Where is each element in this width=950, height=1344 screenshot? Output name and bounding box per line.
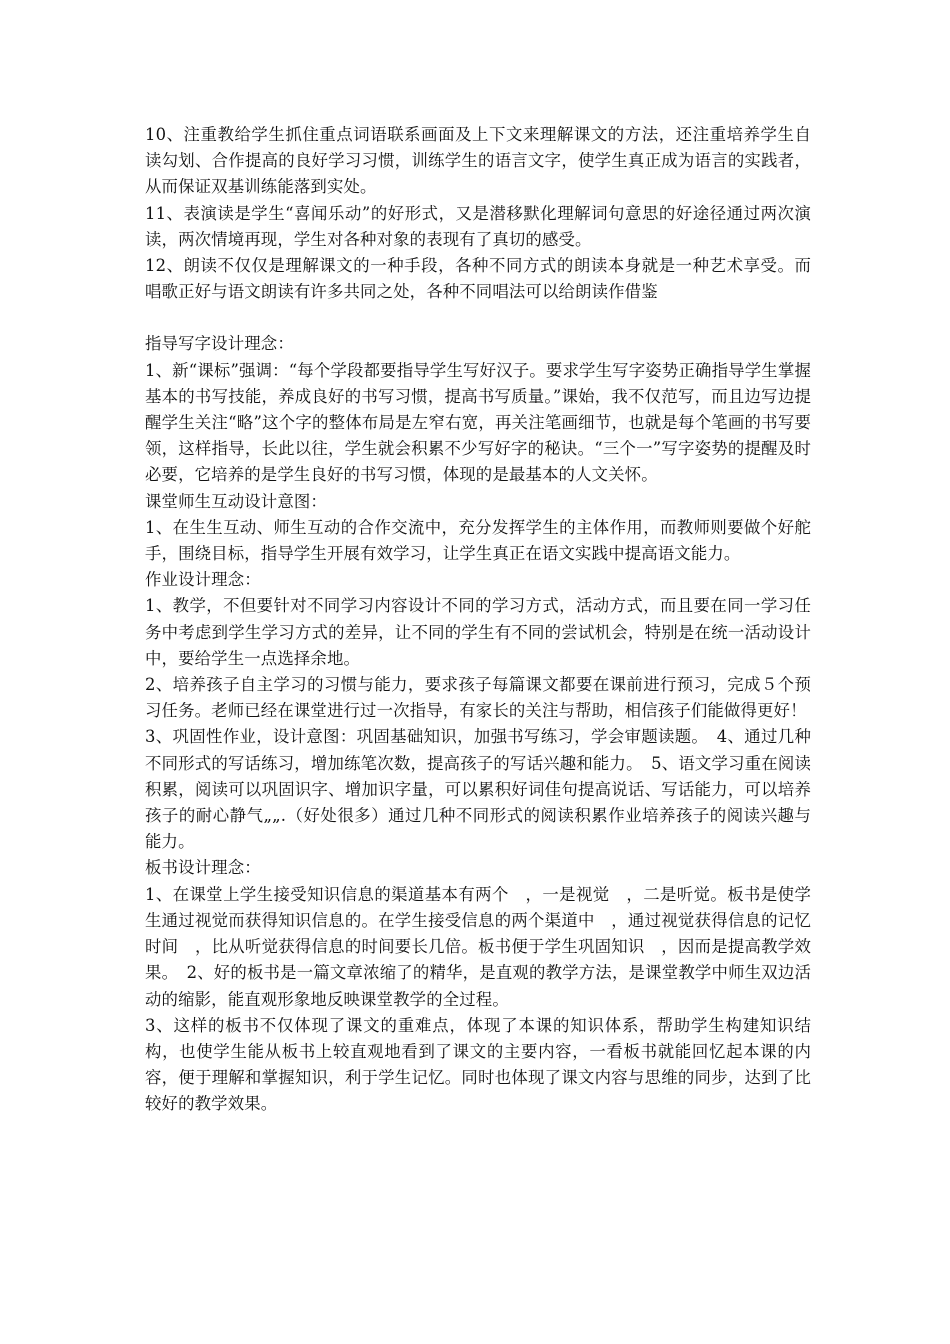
homework-paragraph-2: 2、培养孩子自主学习的习惯与能力，要求孩子每篇课文都要在课前进行预习，完成５个预习任务。老师已经在课堂进行过一次指导，有家长的关注与帮助，相信孩子们能做得更好！: [145, 675, 811, 721]
homework-paragraph-1: 1、教学，不但要针对不同学习内容设计不同的学习方式，活动方式，而且要在同一学习任务中考虑到学生学习方式的差异，让不同的学生有不同的尝试机会，特别是在统一活动设计中，要给学生一点选择余地。: [145, 596, 811, 668]
document-page: [145, 122, 811, 1118]
blackboard-heading: 板书设计理念：: [145, 858, 261, 878]
paragraph-gap: [145, 305, 811, 331]
homework-heading: 作业设计理念：: [145, 570, 261, 590]
paragraph-12: 12、朗读不仅仅是理解课文的一种手段，各种不同方式的朗读本身就是一种艺术享受。而唱歌正好与语文朗读有许多共同之处，各种不同唱法可以给朗读作借鉴: [145, 256, 811, 302]
interaction-paragraph-1: 1、在生生互动、师生互动的合作交流中，充分发挥学生的主体作用，而教师则要做个好舵手，围绕目标，指导学生开展有效学习，让学生真正在语文实践中提高语文能力。: [145, 517, 811, 564]
blackboard-paragraph-3: 3、这样的板书不仅体现了课文的重难点，体现了本课的知识体系，帮助学生构建知识结构，也使学生能从板书上较直观地看到了课文的主要内容，一看板书就能回忆起本课的内容，便于理解和掌握知识，利于学生记忆。同时也体现了课文内容与思维的同步，达到了比较好的教学效果。: [145, 1015, 811, 1114]
writing-heading: 指导写字设计理念：: [145, 334, 294, 354]
paragraph-11: 11、表演读是学生“喜闻乐动”的好形式，又是潜移默化理解词句意思的好途径通过两次演读，两次情境再现，学生对各种对象的表现有了真切的感受。: [145, 203, 811, 249]
writing-paragraph-1: 1、新“课标”强调：“每个学段都要指导学生写好汉子。要求学生写字姿势正确指导学生掌握基本的书写技能，养成良好的书写习惯，提高书写质量。”课始，我不仅范写，而且边写边提醒学生关注“略”这个字的整体布局是左窄右宽，再关注笔画细节，也就是每个笔画的书写要领，这样指导，长此以往，学生就会积累不少写好字的秘诀。“三个一”写字姿势的提醒及时必要，它培养的是学生良好的书写习惯，体现的是最基本的人文关怀。: [145, 360, 811, 485]
paragraph-10: 10、注重教给学生抓住重点词语联系画面及上下文来理解课文的方法，还注重培养学生自读勾划、合作提高的良好学习习惯，训练学生的语言文字，使学生真正成为语言的实践者，从而保证双基训练能落到实处。: [145, 125, 811, 197]
homework-paragraph-3: 3、巩固性作业，设计意图：巩固基础知识，加强书写练习，学会审题读题。 4、通过几种不同形式的写话练习，增加练笔次数，提高孩子的写话兴趣和能力。 5、语文学习重在阅读积累，阅读可以巩固识字、增加识字量，可以累积好词佳句提高说话、写话能力，可以培养孩子的耐心静气„„.（好处很多）通过几种不同形式的阅读积累作业培养孩子的阅读兴趣与能力。: [145, 727, 811, 852]
interaction-heading: 课堂师生互动设计意图：: [145, 491, 327, 511]
blackboard-paragraph-1: 1、在课堂上学生接受知识信息的渠道基本有两个 ，一是视觉 ，二是听觉。板书是使学生通过视觉而获得知识信息的。在学生接受信息的两个渠道中 ，通过视觉获得信息的记忆时间 ，比从听觉获得信息的时间要长几倍。板书便于学生巩固知识 ，因而是提高教学效果。 2、好的板书是一篇文章浓缩了的精华，是直观的教学方法，是课堂教学中师生双边活动的缩影，能直观形象地反映课堂教学的全过程。: [145, 884, 811, 1009]
